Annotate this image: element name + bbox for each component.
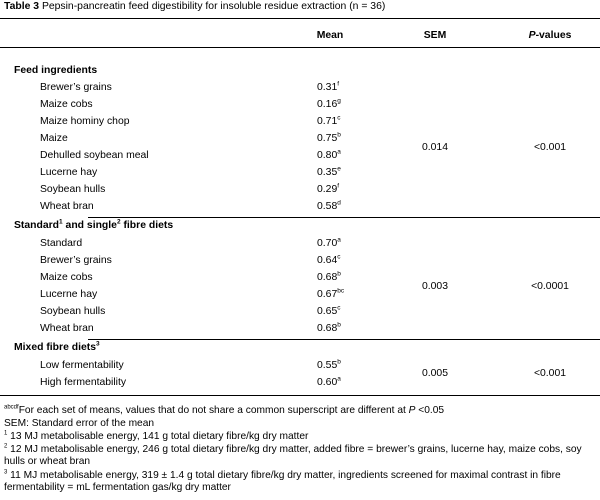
row-mean: 0.35e [317,165,341,178]
row-label: Maize hominy chop [40,116,130,127]
row-mean: 0.29$^f$ [317,182,340,195]
row-label: Maize cobs [40,272,93,283]
footnote-sem: SEM: Standard error of the mean [4,418,155,429]
section-mixed-fibre: Mixed fibre diets$^3$ [14,340,100,353]
row-label: Maize cobs [40,99,93,110]
footnote-superscripts: $^{abcdf}$For each set of means, values that do not share a common superscript are different at P <0.05 [4,404,445,416]
row-label: Dehulled soybean meal [40,150,149,161]
row-label: Standard [40,238,83,249]
row-label: Soybean hulls [40,184,106,195]
header-mean: Mean [316,30,344,41]
row-mean: 0.55$^b$ [317,358,341,371]
table-number: Table 3 [4,1,40,12]
footnote-1: $^1$ 13 MJ metabolisable energy, 141 g total dietary fibre/kg dry matter [4,430,309,442]
section-feed-ingredients: Feed ingredients [14,65,98,76]
row-label: High fermentability [40,377,127,388]
section-rule [88,217,600,218]
section-standard-single-fibre: Standard$^1$ and single$^2$ fibre diets [14,218,174,231]
row-mean: 0.68$^b$ [317,321,341,334]
row-mean: 0.64$^c$ [317,253,341,266]
row-label: Maize [40,133,68,144]
table-caption [4,1,385,12]
p-feed-ingredients: <0.001 [533,142,567,153]
header-sem: SEM [423,30,447,41]
row-label: Lucerne hay [40,167,98,178]
row-mean: 0.31$^f$ [317,80,340,93]
row-mean: 0.16$^g$ [317,97,341,110]
row-label: Wheat bran [40,201,94,212]
row-mean: 0.68$^b$ [317,270,341,283]
row-mean: 0.80$^a$ [317,148,341,161]
p-mixed-fibre: <0.001 [533,368,567,379]
top-rule [0,18,600,19]
section-rule [88,339,600,340]
footnote-3: $^3$ 11 MJ metabolisable energy, 319 ± 1.4 g total dietary fibre/kg dry matter, ingredients screened for maximal contrast in fibre fermentability = mL fermentation gas/kg dry matter [4,469,561,493]
sem-standard-single: 0.003 [421,281,448,292]
row-mean: 0.65$^c$ [317,304,341,317]
row-label: Soybean hulls [40,306,106,317]
bottom-rule [0,395,600,396]
sem-mixed-fibre: 0.005 [421,368,448,379]
row-label: Brewer’s grains [40,255,112,266]
row-mean: 0.58$^d$ [317,199,341,212]
row-label: Low fermentability [40,360,124,371]
row-mean: 0.70$^a$ [317,236,341,249]
row-label: Lucerne hay [40,289,98,300]
row-label: Brewer’s grains [40,82,112,93]
row-mean: 0.67$^{bc}$ [317,287,345,300]
table-title: Pepsin-pancreatin feed digestibility for insoluble residue extraction (n = 36) [41,1,386,12]
sem-feed-ingredients: 0.014 [421,142,448,153]
header-rule [0,47,600,48]
row-label: Wheat bran [40,323,94,334]
footnote-2: $^2$ 12 MJ metabolisable energy, 246 g total dietary fibre/kg dry matter, added fibre = brewer’s grains, lucerne hay, maize cobs, soy hulls or wheat bran [4,443,582,467]
row-mean: 0.71$^c$ [317,114,341,127]
row-mean: 0.75$^b$ [317,131,341,144]
p-standard-single: <0.0001 [531,281,569,292]
row-mean: 0.60$^a$ [317,375,341,388]
header-p-values: P-values [528,30,572,41]
